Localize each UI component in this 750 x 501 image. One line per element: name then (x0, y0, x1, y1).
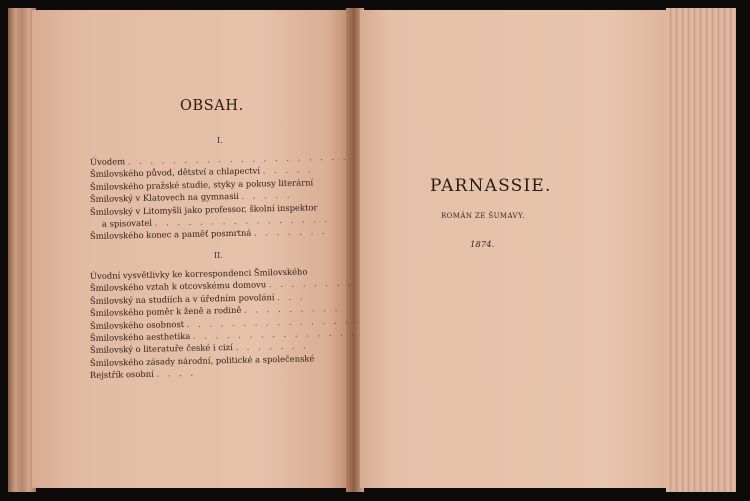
toc-entry: Šmilovského původ, dětství a chlapectví . . . . . (89, 164, 314, 180)
left-page (32, 10, 363, 488)
book-subtitle: ROMÁN ZE ŠUMAVY. (441, 212, 525, 220)
toc-entry: Šmilovského osobnost . . . . . . . . . . . . . . . . (89, 314, 363, 331)
toc-entry: Šmilovský v Litomyšli jako professor, školní inspektor (89, 201, 318, 217)
toc-entry: Šmilovského zásady národní, politické a společenské (89, 353, 315, 368)
toc-entry: Šmilovského pražské studie, styky a pokusy literární (89, 177, 314, 192)
toc-entry: Rejstřík osobní . . . . (89, 368, 197, 381)
open-book (8, 8, 736, 492)
toc-entry: Úvodem . . . . . . . . . . . . . . . . . . . . (89, 151, 349, 167)
toc-entry: Úvodní vysvětlivky ke korrespondenci Šmilovského (89, 266, 308, 281)
toc-entry: Šmilovského konec a paměť posmrtná . . . . . . . (89, 226, 328, 242)
section-1-label: I. (217, 136, 223, 145)
toc-section-2 (89, 266, 363, 382)
toc-entry: Šmilovský o literatuře české i cizí . . . . . . . (89, 340, 310, 356)
toc-entry: Šmilovský v Klatovech na gymnasii . . . . . (89, 189, 293, 205)
book-title: PARNASSIE. (430, 176, 552, 196)
right-page (360, 10, 670, 488)
toc-entry: Šmilovského aesthetika . . . . . . . . . . . . . . . (89, 327, 358, 344)
toc-entry: Šmilovský na studiích a v úředním povolání . . . (89, 291, 306, 306)
toc-entry: Šmilovského vztah k otcovskému domovu . . . . . . . . (89, 277, 354, 294)
toc-entry: a spisovatel . . . . . . . . . . . . . . . . (101, 214, 331, 229)
toc-section-1 (89, 151, 349, 243)
publication-year: 1874. (470, 240, 495, 250)
toc-entry: Šmilovského poměr k ženě a rodině . . . . . . . . . (89, 302, 341, 319)
right-page-edges (666, 8, 736, 492)
section-2-label: II. (214, 251, 223, 260)
contents-heading: OBSAH. (180, 98, 244, 114)
